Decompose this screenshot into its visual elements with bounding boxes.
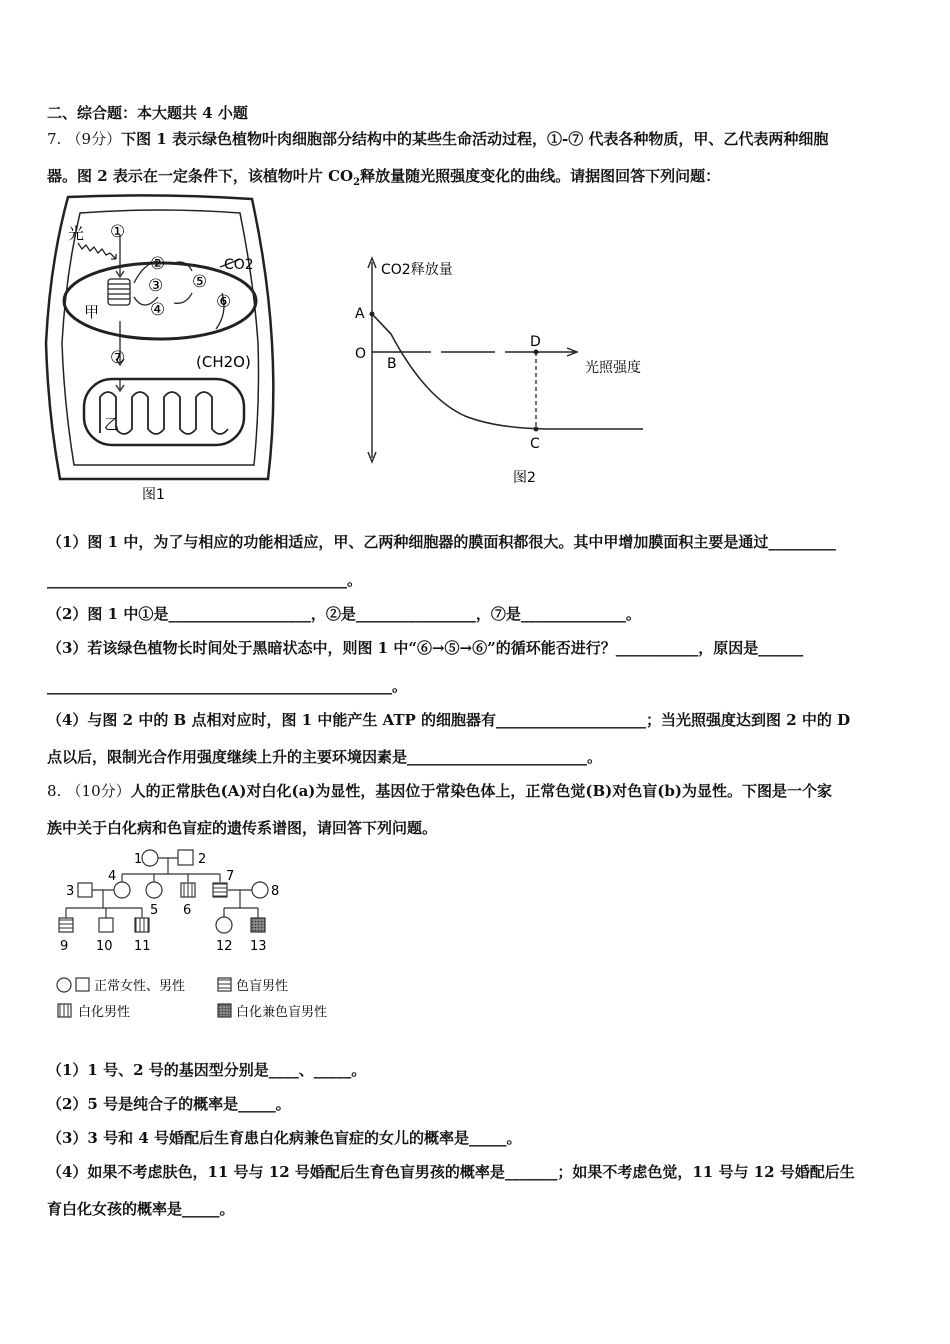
q7-stem-text2b: 释放量随光照强度变化的曲线。请据图回答下列问题：	[360, 167, 721, 185]
q8-stem-line1	[47, 781, 832, 801]
q7-points: （9分）	[66, 130, 122, 148]
q7-stem-line1	[47, 129, 828, 149]
fig1-light-label: 光	[68, 224, 85, 243]
pedigree-id-12: 12	[216, 939, 233, 954]
fig1-caption: 图1	[142, 487, 165, 503]
q7-sub1-line2: ________________________________________。	[47, 571, 363, 589]
fig2-origin: O	[355, 346, 367, 362]
pedigree-id-8: 8	[271, 884, 280, 899]
figure-2-co2-curve	[345, 248, 665, 488]
pedigree-individual-13	[251, 918, 265, 932]
pedigree-id-11: 11	[134, 939, 151, 954]
pedigree-individual-6	[181, 883, 195, 897]
q8-sub2: （2）5 号是纯合子的概率是_____。	[47, 1095, 291, 1113]
pedigree-id-1: 1	[134, 852, 143, 867]
legend-male-symbol	[76, 978, 89, 991]
fig2-x-label: 光照强度	[585, 360, 641, 376]
q8-sub4-line1: （4）如果不考虑肤色，11 号与 12 号婚配后生育色盲男孩的概率是_______；如果不考虑色觉，11 号与 12 号婚配后生	[47, 1163, 855, 1181]
pedigree-individual-9	[59, 918, 73, 932]
pedigree-individual-3	[78, 883, 92, 897]
pedigree-individual-2	[178, 850, 193, 865]
legend-both-symbol	[218, 1004, 231, 1017]
q7-sub2: （2）图 1 中①是___________________，②是________________，⑦是______________。	[47, 605, 641, 623]
fig2-point-c: C	[530, 436, 540, 452]
pedigree-id-4: 4	[108, 869, 117, 884]
q8-sub3: （3）3 号和 4 号婚配后生育患白化病兼色盲症的女儿的概率是_____。	[47, 1129, 522, 1147]
pedigree-individual-11	[135, 918, 149, 932]
pedigree-id-3: 3	[66, 884, 75, 899]
legend-colorblind-label: 色盲男性	[236, 979, 289, 994]
legend-albino-symbol	[58, 1004, 71, 1017]
q8-stem-line2: 族中关于白化病和色盲症的遗传系谱图，请回答下列问题。	[47, 819, 438, 837]
legend-colorblind-symbol	[218, 978, 231, 991]
fig1-m6: ⑥	[216, 292, 232, 312]
q7-sub4-line2: 点以后，限制光合作用强度继续上升的主要环境因素是________________________。	[47, 748, 603, 766]
pedigree-individual-1	[142, 850, 158, 866]
fig1-m3: ③	[148, 276, 164, 296]
fig1-organelle-b: 乙	[104, 415, 120, 433]
pedigree-id-6: 6	[183, 903, 192, 918]
q8-number: 8.	[47, 782, 62, 800]
q7-stem-sub: 2	[353, 177, 361, 188]
section-header: 二、综合题：本大题共 4 小题	[47, 104, 248, 122]
light-wave-icon	[78, 243, 110, 255]
pedigree-id-13: 13	[250, 939, 267, 954]
q7-number: 7.	[47, 130, 62, 148]
pedigree-chart	[50, 842, 360, 1024]
legend-female-symbol	[57, 978, 71, 992]
q7-sub3-line2: ______________________________________________。	[47, 677, 408, 695]
grana-stack	[108, 279, 130, 305]
fig1-m5: ⑤	[192, 272, 208, 292]
pedigree-id-10: 10	[96, 939, 113, 954]
q7-stem-text2a: 器。图 2 表示在一定条件下，该植物叶片 CO	[47, 167, 354, 185]
q7-sub4-line1: （4）与图 2 中的 B 点相对应时，图 1 中能产生 ATP 的细胞器有____________________；当光照强度达到图 2 中的 D	[47, 711, 851, 729]
fig1-m2: ②	[150, 254, 166, 274]
q7-sub1-line1: （1）图 1 中，为了与相应的功能相适应，甲、乙两种细胞器的膜面积都很大。其中甲增加膜面积主要是通过_________	[47, 533, 836, 551]
pedigree-id-5: 5	[150, 903, 159, 918]
pedigree-individual-10	[99, 918, 113, 932]
fig1-m1: ①	[110, 222, 126, 242]
pedigree-individual-8	[252, 882, 268, 898]
fig1-organelle-a: 甲	[84, 303, 100, 321]
q8-sub1: （1）1 号、2 号的基因型分别是____、_____。	[47, 1061, 367, 1079]
q7-sub3-line1: （3）若该绿色植物长时间处于黑暗状态中，则图 1 中“⑥→⑤→⑥”的循环能否进行？___________，原因是______	[47, 639, 804, 657]
fig1-m4: ④	[150, 300, 166, 320]
q7-stem-line2	[47, 166, 720, 193]
q8-points: （10分）	[66, 782, 131, 800]
fig1-ch2o-label: (CH2O)	[196, 353, 251, 371]
legend-both-label: 白化兼色盲男性	[236, 1005, 328, 1020]
q7-stem-text1: 下图 1 表示绿色植物叶肉细胞部分结构中的某些生命活动过程，①-⑦ 代表各种物质，甲、乙代表两种细胞	[121, 130, 829, 148]
fig2-point-b: B	[387, 356, 397, 372]
pedigree-individual-4	[114, 882, 130, 898]
q8-sub4-line2: 育白化女孩的概率是_____。	[47, 1200, 235, 1218]
pedigree-id-9: 9	[60, 939, 69, 954]
q8-stem-text1: 人的正常肤色(A)对白化(a)为显性，基因位于常染色体上，正常色觉(B)对色盲(b)为显性。下图是一个家	[130, 782, 832, 800]
pedigree-individual-12	[216, 917, 232, 933]
pedigree-individual-5	[146, 882, 162, 898]
pedigree-individual-7	[213, 883, 227, 897]
fig1-co2-label: CO2	[224, 257, 254, 273]
legend-albino-label: 白化男性	[78, 1005, 131, 1020]
fig2-caption: 图2	[513, 470, 536, 486]
fig1-m7: ⑦	[110, 348, 126, 368]
figure-1-cell-diagram	[40, 193, 280, 505]
pedigree-id-2: 2	[198, 852, 207, 867]
fig2-y-label: CO2释放量	[381, 262, 453, 278]
fig2-point-d: D	[530, 334, 541, 350]
fig2-point-a: A	[355, 306, 365, 322]
mitochondrion-cristae	[100, 392, 228, 434]
legend-normal-label: 正常女性、男性	[94, 979, 186, 994]
pedigree-id-7: 7	[226, 869, 235, 884]
